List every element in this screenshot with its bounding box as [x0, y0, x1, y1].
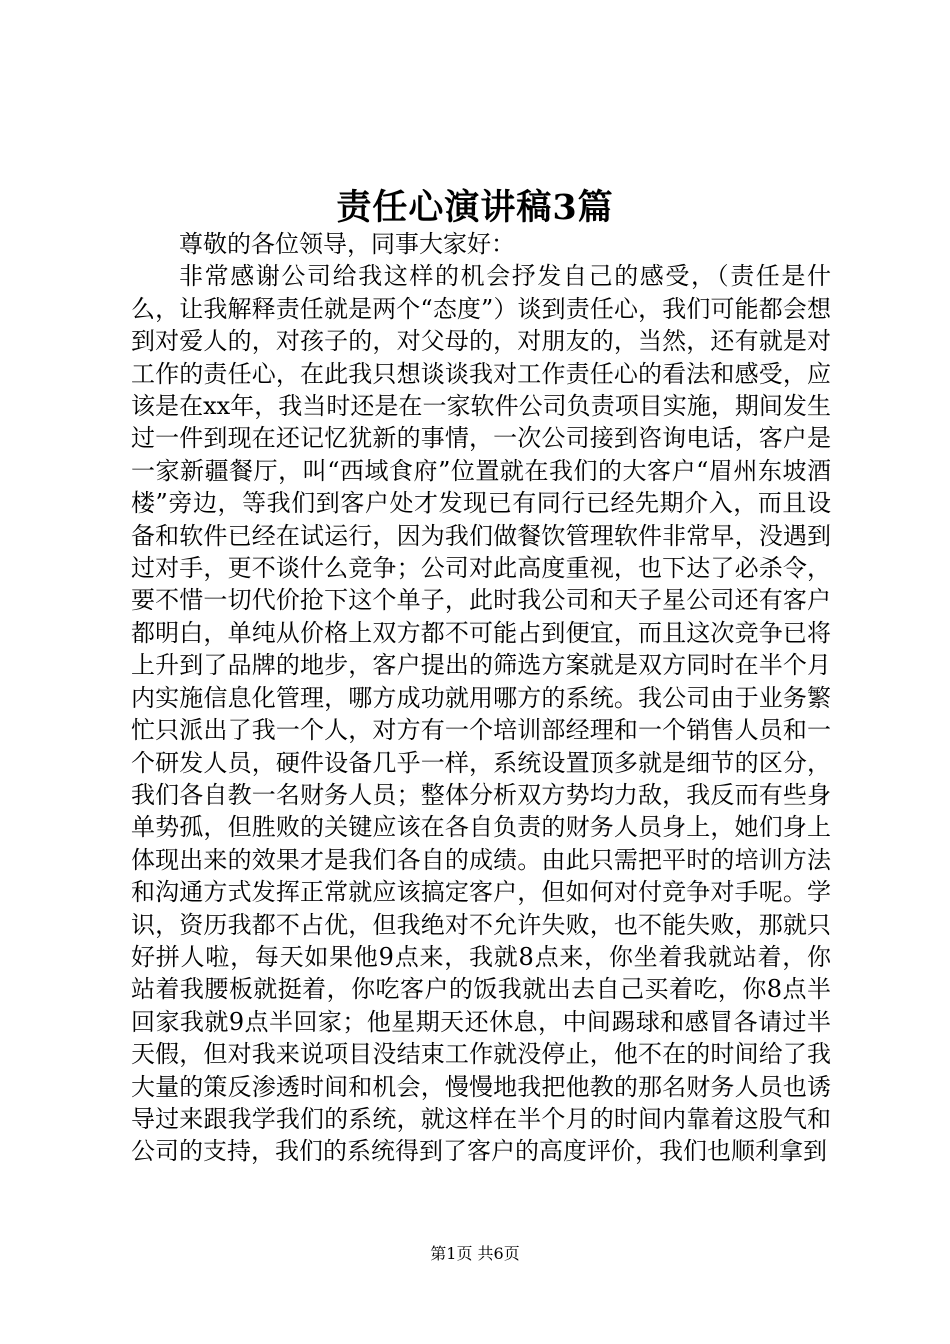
body-paragraph: 非常感谢公司给我这样的机会抒发自己的感受，（责任是什么，让我解释责任就是两个“态度”）谈到责任心，我们可能都会想到对爱人的，对孩子的，对父母的，对朋友的，当然，还有就是对工作的责任心，在此我只想谈谈我对工作责任心的看法和感受，应该是在xx年，我当时还是在一家软件公司负责项目实施，期间发生过一件到现在还记忆犹新的事情，一次公司接到咨询电话，客户是一家新疆餐厅，叫“西域食府”位置就在我们的大客户“眉州东坡酒楼”旁边，等我们到客户处才发现已有同行已经先期介入，而且设备和软件已经在试运行，因为我们做餐饮管理软件非常早，没遇到过对手，更不谈什么竞争；公司对此高度重视，也下达了必杀令，要不惜一切代价抢下这个单子，此时我公司和天子星公司还有客户都明白，单纯从价格上双方都不可能占到便宜，而且这次竞争已将上升到了品牌的地步，客户提出的筛选方案就是双方同时在半个月内实施信息化管理，哪方成功就用哪方的系统。我公司由于业务繁忙只派出了我一个人，对方有一个培训部经理和一个销售人员和一个研发人员，硬件设备几乎一样，系统设置顶多就是细节的区分，我们各自教一名财务人员；整体分析双方势均力敌，我反而有些身单势孤，但胜败的关键应该在各自负责的财务人员身上，她们身上体现出来的效果才是我们各自的成绩。由此只需把平时的培训方法和沟通方式发挥正常就应该搞定客户，但如何对付竞争对手呢。学识，资历我都不占优，但我绝对不允许失败，也不能失败，那就只好拼人啦，每天如果他9点来，我就8点来，你坐着我就站着，你站着我腰板就挺着，你吃客户的饭我就出去自己买着吃，你8点半回家我就9点半回家；他星期天还休息，中间踢球和感冒各请过半天假，但对我来说项目没结束工作就没停止，他不在的时间给了我大量的策反渗透时间和机会，慢慢地我把他教的那名财务人员也诱导过来跟我学我们的系统，就这样在半个月的时间内靠着这股气和公司的支持，我们的系统得到了客户的高度评价，我们也顺利拿到: [131, 262, 831, 1166]
page-footer: 第1页 共6页: [430, 1244, 520, 1263]
greeting-line: 尊敬的各位领导，同事大家好：: [179, 230, 515, 258]
document-body: [131, 228, 831, 1168]
document-title: 责任心演讲稿3篇: [336, 187, 614, 228]
